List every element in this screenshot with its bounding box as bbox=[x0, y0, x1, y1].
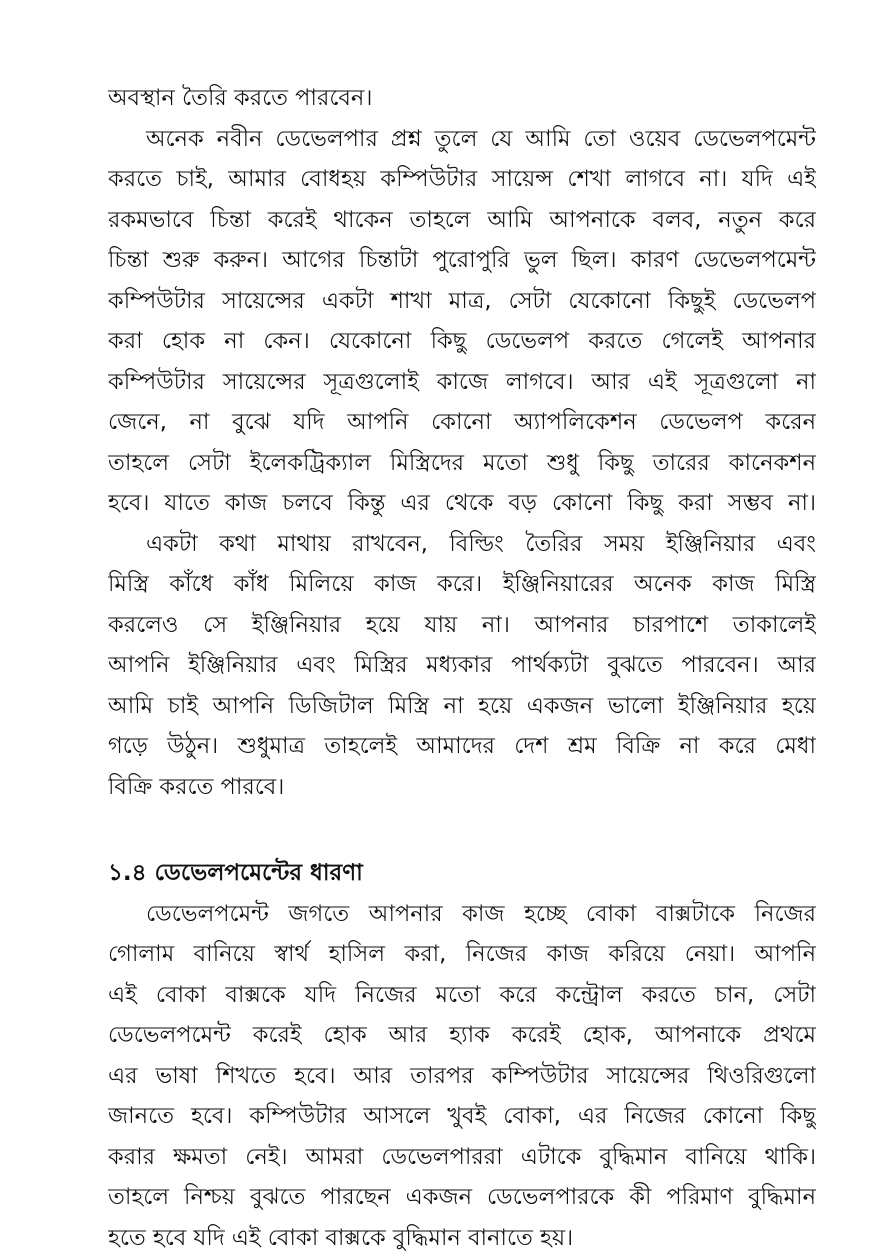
paragraph-4 bbox=[108, 894, 816, 1258]
section-heading: ১.৪ ডেভেলপমেন্টের ধারণা bbox=[108, 853, 816, 894]
text-line: করলেও সে ইঞ্জিনিয়ার হয়ে যায় না। আপনার চারপাশে তাকালেই bbox=[108, 605, 816, 646]
paragraph-1 bbox=[108, 78, 816, 119]
paragraph-3 bbox=[108, 524, 816, 808]
text-line: হবে। যাতে কাজ চলবে কিন্তু এর থেকে বড় কোনো কিছু করা সম্ভব না। bbox=[108, 483, 816, 524]
text-line: কম্পিউটার সায়েন্সের একটা শাখা মাত্র, সেটা যেকোনো কিছুই ডেভেলপ bbox=[108, 281, 816, 322]
text-line: ডেভেলপমেন্ট করেই হোক আর হ্যাক করেই হোক, আপনাকে প্রথমে bbox=[108, 1015, 816, 1056]
text-line: গড়ে উঠুন। শুধুমাত্র তাহলেই আমাদের দেশ শ্রম বিক্রি না করে মেধা bbox=[108, 726, 816, 767]
text-line: কম্পিউটার সায়েন্সের সূত্রগুলোই কাজে লাগবে। আর এই সূত্রগুলো না bbox=[108, 362, 816, 403]
text-line: গোলাম বানিয়ে স্বার্থ হাসিল করা, নিজের কাজ করিয়ে নেয়া। আপনি bbox=[108, 934, 816, 975]
text-line: একটা কথা মাথায় রাখবেন, বিল্ডিং তৈরির সময় ইঞ্জিনিয়ার এবং bbox=[108, 524, 816, 565]
text-line: করতে চাই, আমার বোধহয় কম্পিউটার সায়েন্স শেখা লাগবে না। যদি এই bbox=[108, 159, 816, 200]
text-line: মিস্ত্রি কাঁধে কাঁধ মিলিয়ে কাজ করে। ইঞ্জিনিয়ারের অনেক কাজ মিস্ত্রি bbox=[108, 564, 816, 605]
text-line: তাহলে নিশ্চয় বুঝতে পারছেন একজন ডেভেলপারকে কী পরিমাণ বুদ্ধিমান bbox=[108, 1177, 816, 1218]
text-line: করা হোক না কেন। যেকোনো কিছু ডেভেলপ করতে গেলেই আপনার bbox=[108, 321, 816, 362]
text-line: হতে হবে যদি এই বোকা বাক্সকে বুদ্ধিমান বানাতে হয়। bbox=[108, 1218, 816, 1258]
text-line: চিন্তা শুরু করুন। আগের চিন্তাটা পুরোপুরি ভুল ছিল। কারণ ডেভেলপমেন্ট bbox=[108, 240, 816, 281]
text-line: অবস্থান তৈরি করতে পারবেন। bbox=[108, 78, 816, 119]
text-line: জেনে, না বুঝে যদি আপনি কোনো অ্যাপলিকেশন ডেভেলপ করেন bbox=[108, 402, 816, 443]
paragraph-2 bbox=[108, 119, 816, 524]
text-line: আপনি ইঞ্জিনিয়ার এবং মিস্ত্রির মধ্যকার পার্থক্যটা বুঝতে পারবেন। আর bbox=[108, 645, 816, 686]
text-line: অনেক নবীন ডেভেলপার প্রশ্ন তুলে যে আমি তো ওয়েব ডেভেলপমেন্ট bbox=[108, 119, 816, 160]
text-line: এই বোকা বাক্সকে যদি নিজের মতো করে কন্ট্রোল করতে চান, সেটা bbox=[108, 975, 816, 1016]
text-line: রকমভাবে চিন্তা করেই থাকেন তাহলে আমি আপনাকে বলব, নতুন করে bbox=[108, 200, 816, 241]
text-line: করার ক্ষমতা নেই। আমরা ডেভেলপাররা এটাকে বুদ্ধিমান বানিয়ে থাকি। bbox=[108, 1137, 816, 1178]
document-page bbox=[108, 78, 816, 1258]
section-spacer bbox=[108, 807, 816, 853]
text-line: তাহলে সেটা ইলেকট্রিক্যাল মিস্ত্রিদের মতো শুধু কিছু তারের কানেকশন bbox=[108, 443, 816, 484]
text-line: জানতে হবে। কম্পিউটার আসলে খুবই বোকা, এর নিজের কোনো কিছু bbox=[108, 1096, 816, 1137]
text-line: ডেভেলপমেন্ট জগতে আপনার কাজ হচ্ছে বোকা বাক্সটাকে নিজের bbox=[108, 894, 816, 935]
text-line: বিক্রি করতে পারবে। bbox=[108, 767, 816, 808]
text-line: এর ভাষা শিখতে হবে। আর তারপর কম্পিউটার সায়েন্সের থিওরিগুলো bbox=[108, 1056, 816, 1097]
text-line: আমি চাই আপনি ডিজিটাল মিস্ত্রি না হয়ে একজন ভালো ইঞ্জিনিয়ার হয়ে bbox=[108, 686, 816, 727]
